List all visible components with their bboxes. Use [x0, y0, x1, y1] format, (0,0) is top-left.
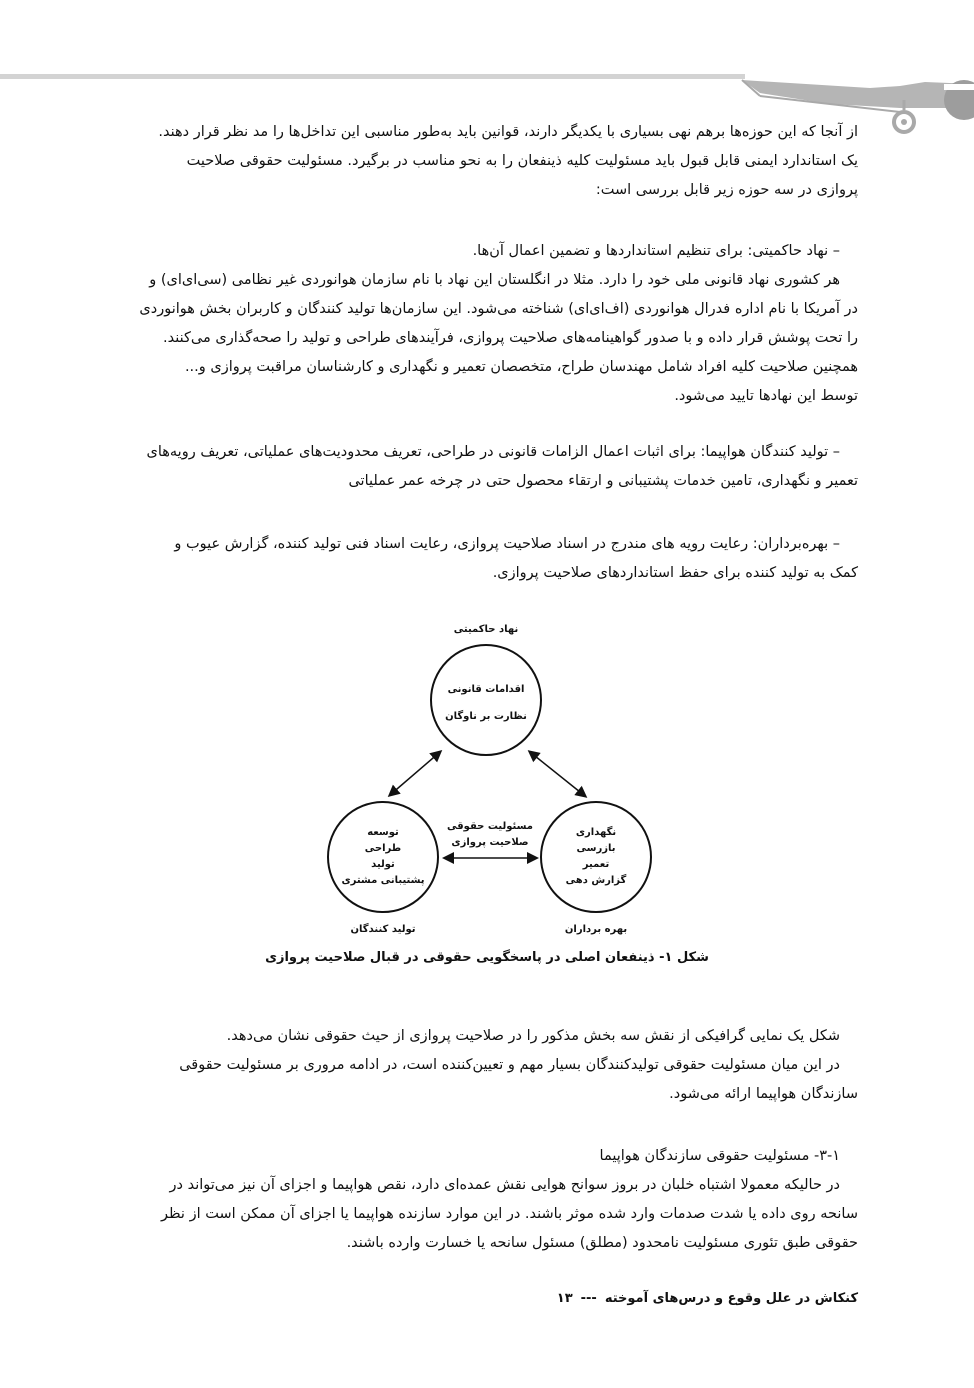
manufacturers-section [116, 438, 858, 496]
operators-circle-line: نگهداری [575, 827, 617, 838]
manufacturers-circle [328, 802, 438, 912]
text-line: توسط این نهادها تایید می‌شود. [674, 388, 858, 404]
center-label-line: صلاحیت پروازی [451, 837, 529, 848]
figure-caption: شکل ۱- ذینفعان اصلی در پاسخگویی حقوقی در قبال صلاحیت پروازی [265, 950, 709, 965]
arrow-authority-manufacturers [390, 752, 440, 795]
operators-section [116, 530, 858, 588]
manufacturers-circle-line: تولید [371, 859, 395, 870]
stakeholders-diagram [300, 612, 680, 942]
footer-separator: --- [580, 1291, 597, 1306]
footer-title: کنکاش در علل وقوع و درس‌های آموخته [604, 1291, 858, 1306]
subsection [116, 1142, 858, 1258]
page-footer [557, 1291, 858, 1306]
text-line: در آمریکا با نام اداره فدرال هوانوردی (اف‌ای‌ای) شناخته می‌شود. این سازمان‌ها تولید کنندگان و کاربران بخش هوانوردی [139, 301, 858, 317]
text-line: در حالیکه معمولا اشتباه خلبان در بروز سوانح هوایی نقش عمده‌ای دارد، نقص هواپیما و اجزای آن نیز می‌تواند در [169, 1177, 840, 1193]
figure-description [116, 1022, 858, 1109]
subsection-heading: ۳-۱- مسئولیت حقوقی سازندگان هواپیما [599, 1148, 840, 1164]
page-number: ۱۳ [556, 1291, 573, 1306]
text-line: – بهره‌برداران: رعایت رویه های مندرج در اسناد صلاحیت پروازی، رعایت اسناد فنی تولید کننده، گزارش عیوب و [174, 536, 840, 552]
intro-paragraph [116, 118, 858, 205]
section-heading: – نهاد حاکمیتی: برای تنظیم استانداردها و تضمین اعمال آن‌ها. [472, 243, 840, 259]
text-line: سانحه روی داده یا شدت صدمات وارد شده موثر باشند. در این موارد سازنده هواپیما یا اجزای آن ممکن است از نظر [161, 1206, 858, 1222]
text-line: همچنین صلاحیت کلیه افراد شامل مهندسان طراح، متخصصان تعمیر و نگهداری و کارشناسان مراقبت پروازی و... [184, 359, 858, 375]
center-label-line: مسئولیت حقوقی [447, 821, 533, 832]
operators-circle-line: بازرسی [576, 843, 616, 854]
authority-circle [431, 645, 541, 755]
text-line: پروازی در سه حوزه زیر قابل بررسی است: [595, 182, 858, 198]
authority-circle-line: اقدامات قانونی [447, 684, 525, 695]
authority-section [116, 237, 858, 411]
text-line: سازندگان هواپیما ارائه می‌شود. [669, 1086, 858, 1102]
text-line: هر کشوری نهاد قانونی ملی خود را دارد. مثلا در انگلستان این نهاد با نام سازمان هوانوردی غیر نظامی (سی‌ای‌ای) و [149, 272, 840, 288]
header-rule [0, 74, 745, 79]
authority-label: نهاد حاکمیتی [453, 624, 519, 635]
manufacturers-circle-line: توسعه [367, 827, 399, 838]
arrow-authority-operators [530, 752, 585, 796]
text-line: از آنجا که این حوزه‌ها برهم نهی بسیاری با یکدیگر دارند، قوانین باید به‌طور مناسبی این تداخل‌ها را مد نظر قرار دهند. [158, 124, 858, 140]
manufacturers-circle-line: طراحی [364, 843, 402, 854]
text-line: را تحت پوشش قرار داده و با صدور گواهینامه‌های صلاحیت پروازی، فرآیندهای طراحی و تولید را صحه‌گذاری می‌کنند. [163, 330, 858, 346]
authority-circle-line: نظارت بر ناوگان [445, 711, 527, 722]
text-line: حقوقی طبق تئوری مسئولیت نامحدود (مطلق) مسئول سانحه یا خسارت وارده باشند. [346, 1235, 858, 1251]
operators-circle [541, 802, 651, 912]
operators-circle-line: گزارش دهی [565, 875, 627, 886]
text-line: کمک به تولید کننده برای حفظ استانداردهای صلاحیت پروازی. [492, 565, 858, 581]
text-line: یک استاندارد ایمنی قابل قبول باید مسئولیت کلیه ذینفعان را به نحو مناسب در برگیرد. مسئولیت حقوقی صلاحیت [186, 153, 858, 169]
text-line: – تولید کنندگان هواپیما: برای اثبات اعمال الزامات قانونی در طراحی، تعریف محدودیت‌های عملیاتی، تعریف رویه‌های [146, 444, 840, 460]
text-line: در این میان مسئولیت حقوقی تولیدکنندگان بسیار مهم و تعیین‌کننده است، در ادامه مروری بر مسئولیت حقوقی [179, 1057, 840, 1073]
manufacturers-circle-line: پشتیبانی مشتری [341, 875, 425, 886]
text-line: شکل یک نمایی گرافیکی از نقش سه بخش مذکور را در صلاحیت پروازی از حیث حقوقی نشان می‌دهد. [226, 1028, 840, 1044]
operators-label: بهره برداران [564, 924, 628, 935]
manufacturers-label: تولید کنندگان [350, 924, 416, 935]
text-line: تعمیر و نگهداری، تامین خدمات پشتیبانی و ارتقاء محصول حتی در چرخه عمر عملیاتی [348, 473, 858, 489]
operators-circle-line: تعمیر [582, 859, 610, 870]
